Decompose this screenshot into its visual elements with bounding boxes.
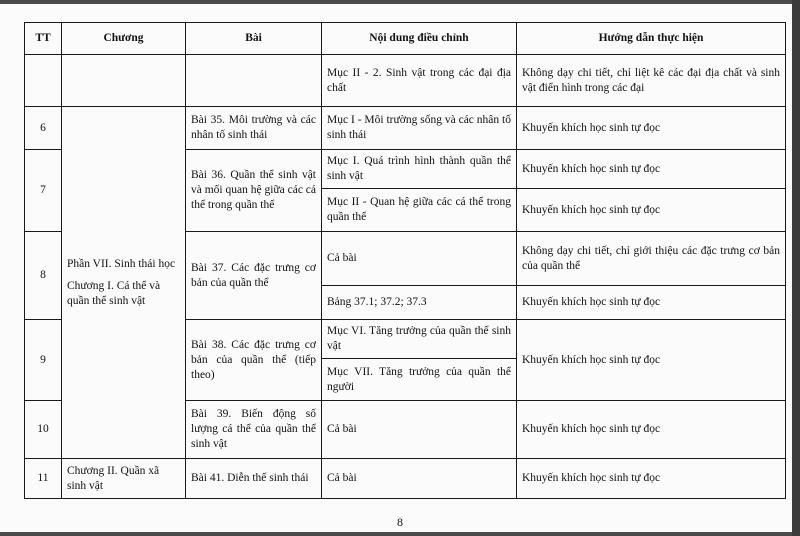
header-huong-dan: Hướng dẫn thực hiện xyxy=(517,23,786,55)
chuong-cell: Chương II. Quần xã sinh vật xyxy=(62,459,186,499)
vertical-scrollbar[interactable] xyxy=(792,0,800,536)
huong-dan-cell: Khuyến khích học sinh tự đọc xyxy=(517,107,786,150)
bai-cell: Bài 37. Các đặc trưng cơ bản của quần thể xyxy=(186,232,322,320)
huong-dan-cell: Khuyến khích học sinh tự đọc xyxy=(517,401,786,459)
huong-dan-cell: Khuyến khích học sinh tự đọc xyxy=(517,150,786,189)
header-bai: Bài xyxy=(186,23,322,55)
noi-dung-cell: Mục II - Quan hệ giữa các cá thể trong quần thể xyxy=(322,189,517,232)
tt-cell: 8 xyxy=(25,232,62,320)
adjustment-table xyxy=(24,22,786,499)
tt-cell xyxy=(25,55,62,107)
noi-dung-cell: Bảng 37.1; 37.2; 37.3 xyxy=(322,286,517,320)
table-header-row xyxy=(25,23,786,55)
chuong-cell xyxy=(62,55,186,107)
header-tt: TT xyxy=(25,23,62,55)
table-row xyxy=(25,107,786,150)
noi-dung-cell: Mục VII. Tăng trưởng của quần thể người xyxy=(322,359,517,401)
chuong-cell xyxy=(62,107,186,459)
chuong-i: Chương I. Cá thể và quần thể sinh vật xyxy=(67,279,161,307)
bai-cell: Bài 38. Các đặc trưng cơ bản của quần thể (tiếp theo) xyxy=(186,320,322,401)
noi-dung-cell: Cả bài xyxy=(322,401,517,459)
table-row xyxy=(25,459,786,499)
huong-dan-cell: Không dạy chi tiết, chỉ liệt kê các đại địa chất và sinh vật điển hình trong các đại xyxy=(517,55,786,107)
noi-dung-cell: Mục I - Môi trường sống và các nhân tố sinh thái xyxy=(322,107,517,150)
noi-dung-cell: Mục VI. Tăng trưởng của quần thể sinh vật xyxy=(322,320,517,359)
tt-cell: 10 xyxy=(25,401,62,459)
header-chuong: Chương xyxy=(62,23,186,55)
huong-dan-cell: Không dạy chi tiết, chỉ giới thiệu các đặc trưng cơ bản của quần thể xyxy=(517,232,786,286)
noi-dung-cell: Cả bài xyxy=(322,459,517,499)
table-row xyxy=(25,55,786,107)
tt-cell: 7 xyxy=(25,150,62,232)
page-number: 8 xyxy=(397,515,403,529)
tt-cell: 11 xyxy=(25,459,62,499)
tt-cell: 6 xyxy=(25,107,62,150)
bai-cell: Bài 41. Diễn thế sinh thái xyxy=(186,459,322,499)
huong-dan-cell: Khuyến khích học sinh tự đọc xyxy=(517,320,786,401)
bai-cell: Bài 35. Môi trường và các nhân tố sinh thái xyxy=(186,107,322,150)
huong-dan-cell: Khuyến khích học sinh tự đọc xyxy=(517,189,786,232)
chuong-phan-vii: Phần VII. Sinh thái học xyxy=(67,257,176,270)
noi-dung-cell: Mục II - 2. Sinh vật trong các đại địa chất xyxy=(322,55,517,107)
document-page xyxy=(0,4,800,532)
bai-cell: Bài 39. Biến động số lượng cá thể của quần thể sinh vật xyxy=(186,401,322,459)
noi-dung-cell: Mục I. Quá trình hình thành quần thể sinh vật xyxy=(322,150,517,189)
tt-cell: 9 xyxy=(25,320,62,401)
noi-dung-cell: Cả bài xyxy=(322,232,517,286)
bai-cell xyxy=(186,55,322,107)
huong-dan-cell: Khuyến khích học sinh tự đọc xyxy=(517,459,786,499)
huong-dan-cell: Khuyến khích học sinh tự đọc xyxy=(517,286,786,320)
header-noi-dung: Nội dung điều chỉnh xyxy=(322,23,517,55)
bai-cell: Bài 36. Quần thể sinh vật và mối quan hệ giữa các cá thể trong quần thể xyxy=(186,150,322,232)
